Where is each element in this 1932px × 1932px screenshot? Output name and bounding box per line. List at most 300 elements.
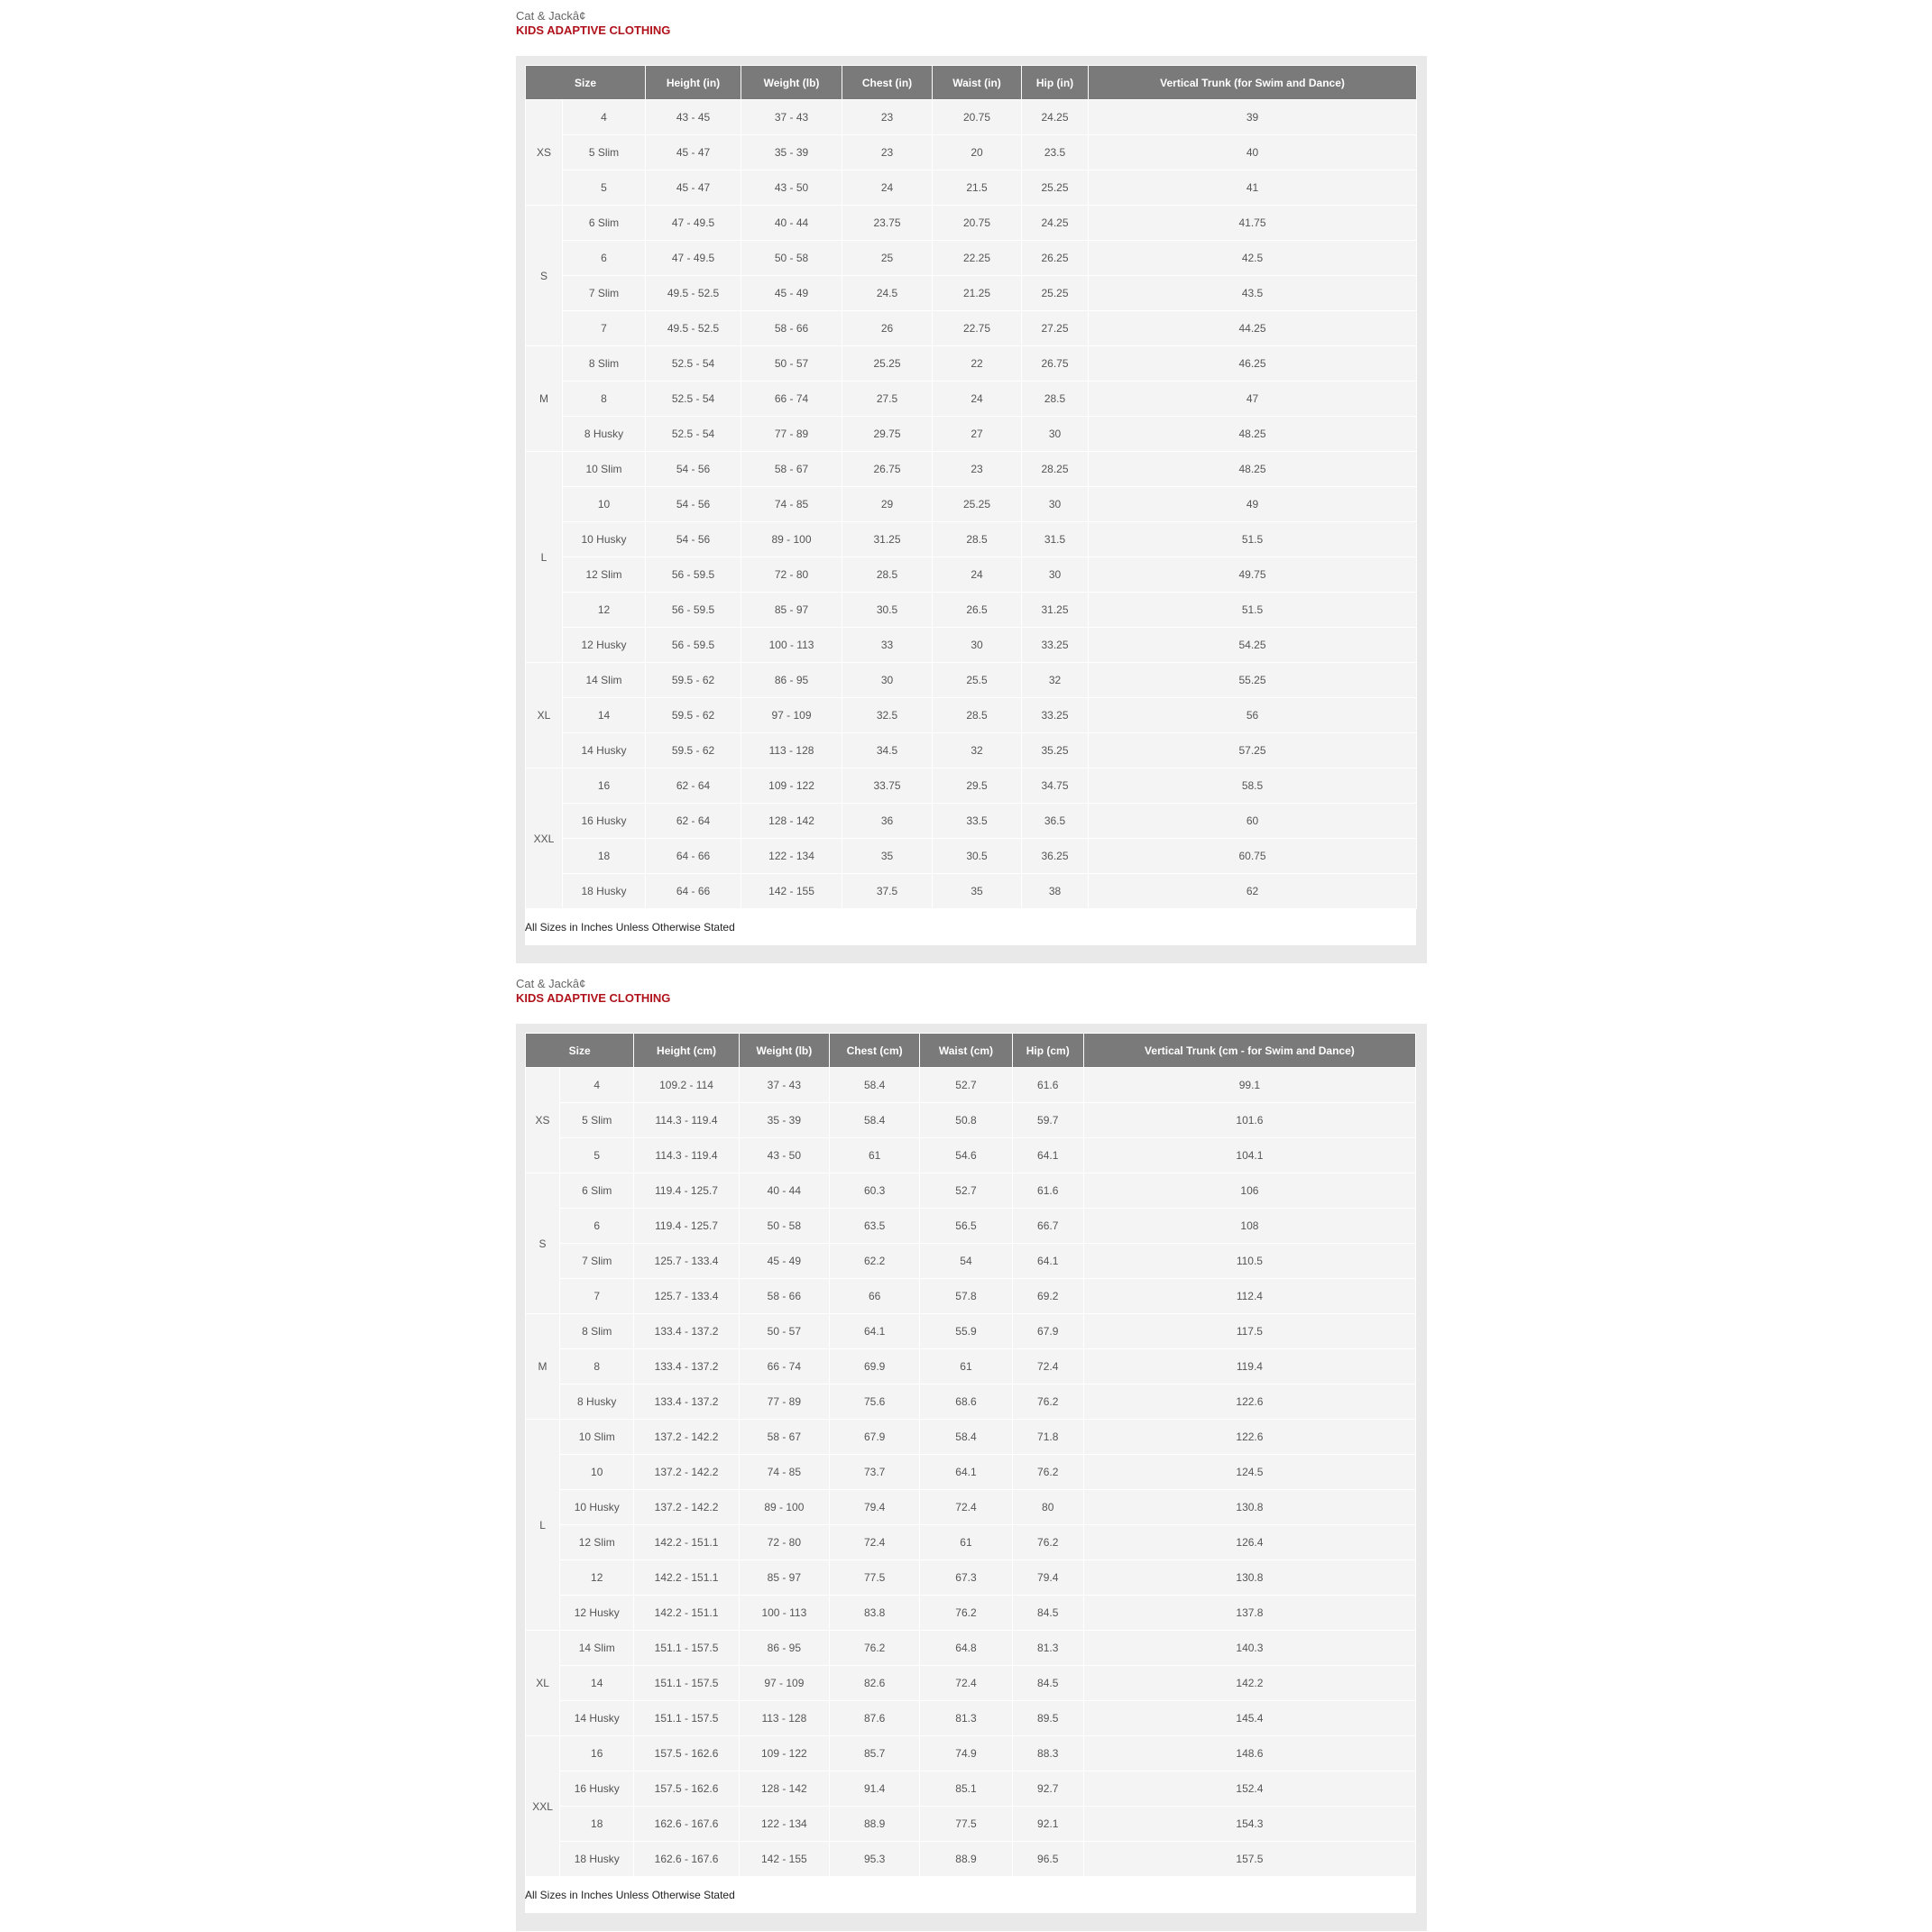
table-cell: 109 - 122	[741, 768, 842, 803]
table-cell: 18 Husky	[560, 1842, 633, 1876]
table-cell: 4	[560, 1068, 633, 1102]
table-row	[526, 1842, 1415, 1876]
table-cell: 73.7	[830, 1455, 919, 1489]
table-cell: 106	[1084, 1173, 1415, 1208]
table-row	[526, 1490, 1415, 1524]
table-cell: 26.75	[1022, 346, 1088, 381]
table-cell: 14	[560, 1666, 633, 1700]
table-row	[526, 1349, 1415, 1384]
table-cell: 63.5	[830, 1209, 919, 1243]
table-cell: 43 - 45	[646, 100, 741, 134]
table-cell: 58 - 66	[740, 1279, 829, 1313]
table-cell: 16	[560, 1736, 633, 1771]
table-row	[526, 1771, 1415, 1806]
table-cell: 28.5	[933, 698, 1021, 732]
table-cell: 52.7	[920, 1068, 1011, 1102]
table-row	[526, 1209, 1415, 1243]
table-cell: 23	[842, 100, 932, 134]
table-cell: 30	[1022, 417, 1088, 451]
table-row	[526, 100, 1416, 134]
size-group-label: XXL	[526, 768, 562, 908]
table-cell: 49.75	[1089, 557, 1416, 592]
table-cell: 48.25	[1089, 417, 1416, 451]
column-header: Waist (in)	[933, 66, 1021, 99]
table-cell: 80	[1013, 1490, 1083, 1524]
table-cell: 16 Husky	[563, 804, 645, 838]
brand-name: Cat & Jackâ¢	[516, 977, 586, 990]
table-row	[526, 733, 1416, 768]
table-cell: 6	[563, 241, 645, 275]
chart-heading: KIDS ADAPTIVE CLOTHING	[516, 991, 671, 1005]
table-cell: 119.4 - 125.7	[634, 1209, 738, 1243]
table-cell: 76.2	[1013, 1385, 1083, 1419]
table-cell: 66 - 74	[741, 382, 842, 416]
table-cell: 152.4	[1084, 1771, 1415, 1806]
table-cell: 24	[933, 557, 1021, 592]
table-cell: 37 - 43	[741, 100, 842, 134]
table-cell: 39	[1089, 100, 1416, 134]
table-row	[526, 522, 1416, 557]
table-cell: 24.5	[842, 276, 932, 310]
table-cell: 5	[560, 1138, 633, 1173]
table-cell: 62	[1089, 874, 1416, 908]
table-cell: 54.6	[920, 1138, 1011, 1173]
table-row	[526, 206, 1416, 240]
table-cell: 45 - 47	[646, 135, 741, 170]
table-cell: 25	[842, 241, 932, 275]
table-cell: 50.8	[920, 1103, 1011, 1137]
table-cell: 43.5	[1089, 276, 1416, 310]
table-cell: 32.5	[842, 698, 932, 732]
table-cell: 27.5	[842, 382, 932, 416]
table-cell: 12	[560, 1560, 633, 1595]
table-cell: 22.75	[933, 311, 1021, 345]
table-cell: 58.4	[920, 1420, 1011, 1454]
table-cell: 58 - 66	[741, 311, 842, 345]
size-group-label: M	[526, 1314, 559, 1419]
table-cell: 7 Slim	[563, 276, 645, 310]
table-cell: 104.1	[1084, 1138, 1415, 1173]
table-cell: 29.5	[933, 768, 1021, 803]
table-cell: 45 - 49	[740, 1244, 829, 1278]
table-cell: 88.9	[830, 1807, 919, 1841]
column-header: Weight (lb)	[741, 66, 842, 99]
table-cell: 43 - 50	[741, 170, 842, 205]
table-cell: 60.3	[830, 1173, 919, 1208]
table-cell: 26	[842, 311, 932, 345]
table-cell: 86 - 95	[741, 663, 842, 697]
size-group-label: M	[526, 346, 562, 451]
column-header: Vertical Trunk (for Swim and Dance)	[1089, 66, 1416, 99]
table-cell: 30	[1022, 557, 1088, 592]
size-chart-cm	[516, 977, 1427, 1901]
table-cell: 34.75	[1022, 768, 1088, 803]
table-cell: 35.25	[1022, 733, 1088, 768]
table-cell: 5 Slim	[563, 135, 645, 170]
table-cell: 8 Slim	[560, 1314, 633, 1348]
size-group-label: XXL	[526, 1736, 559, 1876]
table-cell: 72.4	[920, 1490, 1011, 1524]
table-cell: 66	[830, 1279, 919, 1313]
table-cell: 82.6	[830, 1666, 919, 1700]
table-cell: 56 - 59.5	[646, 628, 741, 662]
table-cell: 29.75	[842, 417, 932, 451]
table-cell: 157.5 - 162.6	[634, 1771, 738, 1806]
size-group-label: XS	[526, 100, 562, 205]
table-cell: 45 - 49	[741, 276, 842, 310]
table-cell: 67.3	[920, 1560, 1011, 1595]
table-cell: 28.5	[842, 557, 932, 592]
table-cell: 30.5	[842, 593, 932, 627]
table-cell: 64 - 66	[646, 839, 741, 873]
column-header: Waist (cm)	[920, 1034, 1011, 1067]
table-cell: 58.5	[1089, 768, 1416, 803]
table-cell: 151.1 - 157.5	[634, 1701, 738, 1735]
table-cell: 137.8	[1084, 1596, 1415, 1630]
table-cell: 56	[1089, 698, 1416, 732]
table-cell: 16	[563, 768, 645, 803]
table-cell: 119.4 - 125.7	[634, 1173, 738, 1208]
table-cell: 24	[842, 170, 932, 205]
table-cell: 69.2	[1013, 1279, 1083, 1313]
table-cell: 88.3	[1013, 1736, 1083, 1771]
table-cell: 77.5	[830, 1560, 919, 1595]
table-cell: 122 - 134	[740, 1807, 829, 1841]
table-cell: 12 Slim	[563, 557, 645, 592]
table-cell: 76.2	[830, 1631, 919, 1665]
table-cell: 30	[842, 663, 932, 697]
table-cell: 52.7	[920, 1173, 1011, 1208]
table-cell: 142.2 - 151.1	[634, 1596, 738, 1630]
column-header: Weight (lb)	[740, 1034, 829, 1067]
table-cell: 64.1	[1013, 1138, 1083, 1173]
table-cell: 30	[1022, 487, 1088, 521]
table-cell: 52.5 - 54	[646, 346, 741, 381]
table-cell: 37.5	[842, 874, 932, 908]
table-cell: 76.2	[1013, 1455, 1083, 1489]
table-row	[526, 135, 1416, 170]
table-cell: 49.5 - 52.5	[646, 311, 741, 345]
table-cell: 145.4	[1084, 1701, 1415, 1735]
table-cell: 92.1	[1013, 1807, 1083, 1841]
table-cell: 24	[933, 382, 1021, 416]
table-row	[526, 1103, 1415, 1137]
table-cell: 36.5	[1022, 804, 1088, 838]
table-cell: 12 Husky	[563, 628, 645, 662]
table-cell: 37 - 43	[740, 1068, 829, 1102]
table-row	[526, 1666, 1415, 1700]
size-group-label: XL	[526, 1631, 559, 1735]
table-cell: 27.25	[1022, 311, 1088, 345]
table-row	[526, 1279, 1415, 1313]
table-cell: 58.4	[830, 1103, 919, 1137]
table-cell: 162.6 - 167.6	[634, 1842, 738, 1876]
table-frame	[516, 56, 1427, 963]
table-cell: 72.4	[920, 1666, 1011, 1700]
table-cell: 142 - 155	[741, 874, 842, 908]
table-row	[526, 276, 1416, 310]
table-row	[526, 1736, 1415, 1771]
table-row	[526, 804, 1416, 838]
table-cell: 79.4	[1013, 1560, 1083, 1595]
table-cell: 85 - 97	[741, 593, 842, 627]
table-cell: 124.5	[1084, 1455, 1415, 1489]
table-row	[526, 1173, 1415, 1208]
chart-heading: KIDS ADAPTIVE CLOTHING	[516, 23, 671, 37]
table-cell: 126.4	[1084, 1525, 1415, 1559]
table-cell: 49	[1089, 487, 1416, 521]
table-cell: 4	[563, 100, 645, 134]
table-cell: 74 - 85	[741, 487, 842, 521]
table-cell: 25.25	[842, 346, 932, 381]
table-cell: 130.8	[1084, 1560, 1415, 1595]
table-cell: 30.5	[933, 839, 1021, 873]
table-cell: 83.8	[830, 1596, 919, 1630]
table-cell: 59.5 - 62	[646, 698, 741, 732]
table-cell: 89.5	[1013, 1701, 1083, 1735]
table-cell: 48.25	[1089, 452, 1416, 486]
table-cell: 113 - 128	[741, 733, 842, 768]
table-cell: 33.25	[1022, 628, 1088, 662]
table-row	[526, 382, 1416, 416]
table-cell: 89 - 100	[741, 522, 842, 557]
table-cell: 50 - 57	[741, 346, 842, 381]
table-cell: 99.1	[1084, 1068, 1415, 1102]
table-cell: 24.25	[1022, 100, 1088, 134]
table-cell: 56 - 59.5	[646, 557, 741, 592]
table-cell: 142 - 155	[740, 1842, 829, 1876]
table-cell: 85.1	[920, 1771, 1011, 1806]
table-cell: 23.75	[842, 206, 932, 240]
table-row	[526, 768, 1416, 803]
table-cell: 5	[563, 170, 645, 205]
table-cell: 122.6	[1084, 1385, 1415, 1419]
table-cell: 72 - 80	[741, 557, 842, 592]
table-cell: 18	[563, 839, 645, 873]
table-cell: 77.5	[920, 1807, 1011, 1841]
table-cell: 51.5	[1089, 522, 1416, 557]
table-cell: 43 - 50	[740, 1138, 829, 1173]
table-cell: 66.7	[1013, 1209, 1083, 1243]
table-cell: 46.25	[1089, 346, 1416, 381]
table-cell: 142.2 - 151.1	[634, 1525, 738, 1559]
column-header: Height (cm)	[634, 1034, 738, 1067]
table-cell: 137.2 - 142.2	[634, 1455, 738, 1489]
table-cell: 20.75	[933, 206, 1021, 240]
table-cell: 55.9	[920, 1314, 1011, 1348]
table-cell: 81.3	[1013, 1631, 1083, 1665]
table-row	[526, 1631, 1415, 1665]
table-cell: 5 Slim	[560, 1103, 633, 1137]
table-row	[526, 1068, 1415, 1102]
table-cell: 6	[560, 1209, 633, 1243]
table-cell: 33.25	[1022, 698, 1088, 732]
table-cell: 72 - 80	[740, 1525, 829, 1559]
table-cell: 50 - 58	[740, 1209, 829, 1243]
table-cell: 25.25	[1022, 276, 1088, 310]
table-cell: 97 - 109	[740, 1666, 829, 1700]
table-cell: 92.7	[1013, 1771, 1083, 1806]
table-row	[526, 1138, 1415, 1173]
table-cell: 100 - 113	[740, 1596, 829, 1630]
table-cell: 157.5	[1084, 1842, 1415, 1876]
table-cell: 122.6	[1084, 1420, 1415, 1454]
table-cell: 125.7 - 133.4	[634, 1244, 738, 1278]
table-cell: 36.25	[1022, 839, 1088, 873]
table-cell: 79.4	[830, 1490, 919, 1524]
table-panel	[525, 65, 1416, 945]
table-cell: 52.5 - 54	[646, 417, 741, 451]
table-row	[526, 557, 1416, 592]
units-note: All Sizes in Inches Unless Otherwise Stated	[525, 1889, 735, 1901]
table-cell: 20.75	[933, 100, 1021, 134]
table-cell: 130.8	[1084, 1490, 1415, 1524]
table-cell: 26.25	[1022, 241, 1088, 275]
table-cell: 16 Husky	[560, 1771, 633, 1806]
size-group-label: XL	[526, 663, 562, 768]
table-cell: 62 - 64	[646, 768, 741, 803]
table-cell: 89 - 100	[740, 1490, 829, 1524]
table-cell: 61	[830, 1138, 919, 1173]
table-cell: 50 - 57	[740, 1314, 829, 1348]
table-cell: 40 - 44	[740, 1173, 829, 1208]
table-row	[526, 346, 1416, 381]
table-cell: 55.25	[1089, 663, 1416, 697]
table-row	[526, 1314, 1415, 1348]
table-cell: 51.5	[1089, 593, 1416, 627]
table-panel	[525, 1033, 1416, 1913]
table-cell: 122 - 134	[741, 839, 842, 873]
table-row	[526, 1525, 1415, 1559]
table-cell: 23	[933, 452, 1021, 486]
table-cell: 100 - 113	[741, 628, 842, 662]
table-cell: 114.3 - 119.4	[634, 1103, 738, 1137]
table-cell: 42.5	[1089, 241, 1416, 275]
table-cell: 31.25	[842, 522, 932, 557]
table-cell: 10	[560, 1455, 633, 1489]
brand-name: Cat & Jackâ¢	[516, 9, 586, 23]
size-group-label: S	[526, 206, 562, 345]
table-cell: 59.5 - 62	[646, 733, 741, 768]
table-cell: 61.6	[1013, 1173, 1083, 1208]
table-cell: 27	[933, 417, 1021, 451]
table-cell: 10	[563, 487, 645, 521]
table-cell: 64.8	[920, 1631, 1011, 1665]
table-cell: 157.5 - 162.6	[634, 1736, 738, 1771]
table-cell: 142.2	[1084, 1666, 1415, 1700]
table-cell: 14 Husky	[563, 733, 645, 768]
size-group-label: L	[526, 452, 562, 662]
table-cell: 38	[1022, 874, 1088, 908]
table-cell: 151.1 - 157.5	[634, 1666, 738, 1700]
column-header: Size	[526, 66, 645, 99]
table-cell: 32	[1022, 663, 1088, 697]
table-cell: 60	[1089, 804, 1416, 838]
table-cell: 74 - 85	[740, 1455, 829, 1489]
table-row	[526, 1455, 1415, 1489]
table-cell: 95.3	[830, 1842, 919, 1876]
table-cell: 33.75	[842, 768, 932, 803]
table-cell: 77 - 89	[740, 1385, 829, 1419]
table-cell: 69.9	[830, 1349, 919, 1384]
table-cell: 140.3	[1084, 1631, 1415, 1665]
size-group-label: L	[526, 1420, 559, 1630]
table-cell: 45 - 47	[646, 170, 741, 205]
table-cell: 62.2	[830, 1244, 919, 1278]
table-cell: 14 Husky	[560, 1701, 633, 1735]
table-row	[526, 311, 1416, 345]
table-cell: 84.5	[1013, 1666, 1083, 1700]
table-cell: 54 - 56	[646, 452, 741, 486]
table-cell: 68.6	[920, 1385, 1011, 1419]
table-cell: 67.9	[1013, 1314, 1083, 1348]
table-cell: 108	[1084, 1209, 1415, 1243]
table-cell: 97 - 109	[741, 698, 842, 732]
size-group-label: XS	[526, 1068, 559, 1173]
table-cell: 40	[1089, 135, 1416, 170]
table-row	[526, 839, 1416, 873]
table-cell: 64.1	[920, 1455, 1011, 1489]
table-row	[526, 1560, 1415, 1595]
table-cell: 133.4 - 137.2	[634, 1314, 738, 1348]
table-row	[526, 698, 1416, 732]
table-cell: 128 - 142	[741, 804, 842, 838]
table-cell: 77 - 89	[741, 417, 842, 451]
table-cell: 33.5	[933, 804, 1021, 838]
table-cell: 40 - 44	[741, 206, 842, 240]
table-cell: 35	[933, 874, 1021, 908]
table-cell: 133.4 - 137.2	[634, 1385, 738, 1419]
table-cell: 20	[933, 135, 1021, 170]
size-group-label: S	[526, 1173, 559, 1313]
table-cell: 7	[560, 1279, 633, 1313]
table-cell: 29	[842, 487, 932, 521]
table-cell: 137.2 - 142.2	[634, 1490, 738, 1524]
table-cell: 30	[933, 628, 1021, 662]
table-cell: 59.7	[1013, 1103, 1083, 1137]
table-cell: 162.6 - 167.6	[634, 1807, 738, 1841]
table-cell: 67.9	[830, 1420, 919, 1454]
table-cell: 35 - 39	[741, 135, 842, 170]
table-cell: 64.1	[830, 1314, 919, 1348]
table-row	[526, 487, 1416, 521]
table-cell: 109 - 122	[740, 1736, 829, 1771]
table-cell: 151.1 - 157.5	[634, 1631, 738, 1665]
table-cell: 8	[563, 382, 645, 416]
table-cell: 119.4	[1084, 1349, 1415, 1384]
table-cell: 64.1	[1013, 1244, 1083, 1278]
table-row	[526, 417, 1416, 451]
table-cell: 14	[563, 698, 645, 732]
table-row	[526, 1420, 1415, 1454]
table-cell: 61	[920, 1525, 1011, 1559]
table-cell: 72.4	[830, 1525, 919, 1559]
table-cell: 148.6	[1084, 1736, 1415, 1771]
table-cell: 31.5	[1022, 522, 1088, 557]
table-cell: 62 - 64	[646, 804, 741, 838]
table-cell: 10 Husky	[563, 522, 645, 557]
table-cell: 54	[920, 1244, 1011, 1278]
table-cell: 114.3 - 119.4	[634, 1138, 738, 1173]
table-cell: 60.75	[1089, 839, 1416, 873]
table-row	[526, 452, 1416, 486]
table-cell: 49.5 - 52.5	[646, 276, 741, 310]
table-cell: 54.25	[1089, 628, 1416, 662]
table-cell: 58 - 67	[741, 452, 842, 486]
table-cell: 18 Husky	[563, 874, 645, 908]
table-cell: 56.5	[920, 1209, 1011, 1243]
table-cell: 6 Slim	[560, 1173, 633, 1208]
